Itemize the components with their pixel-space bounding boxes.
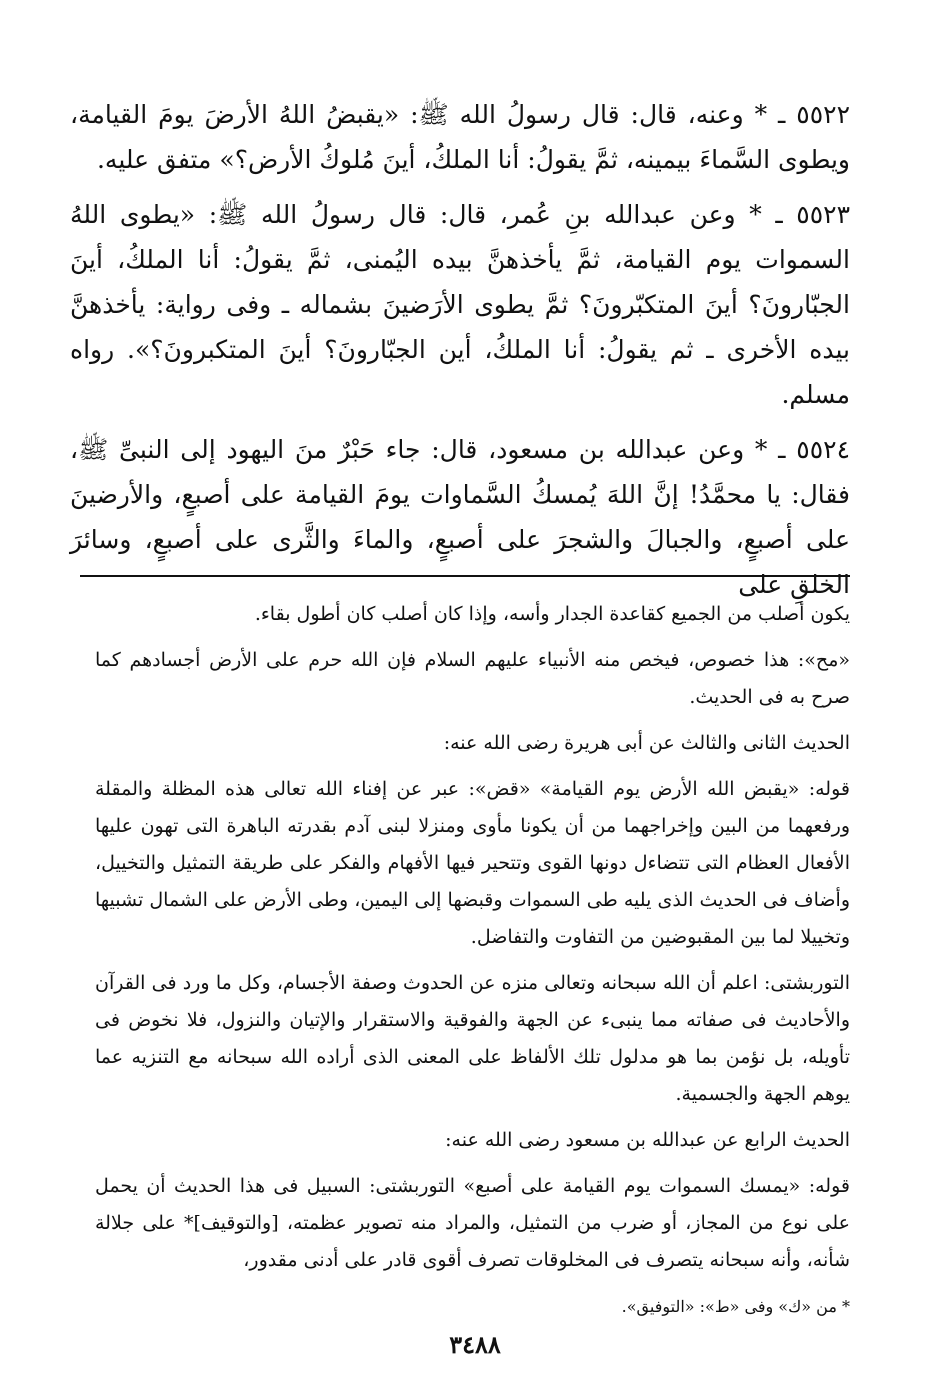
note-paragraph: يكون أصلب من الجميع كقاعدة الجدار وأسه، وإذا كان أصلب كان أطول بقاء.	[254, 603, 850, 625]
hadith-5524: ٥٥٢٤ ـ * وعن عبدالله بن مسعود، قال: جاء حَبْرٌ منَ اليهود إلى النبىِّ ﷺ، فقال: يا محمَّدُ! إنَّ اللهَ يُمسكُ السَّماوات يومَ القيامة على أصبعٍ، والأرضينَ على أصبعٍ، والجبالَ والشجرَ على أصبعٍ، والماءَ والثَّرى على أصبعٍ، وسائرَ الخلقِ على	[70, 435, 850, 599]
note-paragraph: قوله: «يقبض الله الأرض يوم القيامة» «قض»: عبر عن إفناء الله تعالى هذه المظلة والمقلة ورفعهما من البين وإخراجهما من أن يكونا مأوى ومنزلا لبنى آدم بقدرته الباهرة التى تهون عليها الأفعال العظام التى تتضاءل دونها القوى وتتحير فيها الأفهام والفكر على طريقة التمثيل والتخييل، وأضاف فى الحديث الذى يليه طى السموات وقبضها إلى اليمين، وطى الأرض على الشمال تشبيها وتخييلا لما بين المقبوضين من التفاوت والتفاضل.	[95, 778, 851, 948]
footnote: * من «ك» وفى «ط»: «التوفيق».	[621, 1297, 850, 1316]
note-paragraph: قوله: «يمسك السموات يوم القيامة على أصبع» التوربشتى: السبيل فى هذا الحديث أن يحمل على نوع من المجاز، أو ضرب من التمثيل، والمراد منه تصوير عظمته، [والتوقيف]* على جلالة شأنه، وأنه سبحانه يتصرف فى المخلوقات تصرف أقوى قادر على أدنى مقدور،	[95, 1175, 850, 1271]
note-paragraph: «مح»: هذا خصوص، فيخص منه الأنبياء عليهم السلام فإن الله حرم على الأرض أجسادهم كما صرح به فى الحديث.	[95, 649, 850, 708]
hadith-5523: ٥٥٢٣ ـ * وعن عبدالله بنِ عُمر، قال: قال رسولُ الله ﷺ: «يطوى اللهُ السموات يوم القيامة، ثمَّ يأخذهنَّ بيده اليُمنى، ثمَّ يقولُ: أنا الملكُ، أينَ الجبّارونَ؟ أينَ المتكبّرونَ؟ ثمَّ يطوى الأرَضينَ بشماله ـ وفى رواية: يأخذهنَّ بيده الأخرى ـ ثم يقولُ: أنا الملكُ، أين الجبّارونَ؟ أينَ المتكبرونَ؟». رواه مسلم.	[70, 200, 850, 409]
note-paragraph: التوربشتى: اعلم أن الله سبحانه وتعالى منزه عن الحدوث وصفة الأجسام، وكل ما ورد فى القرآن والأحاديث فى صفاته مما ينبىء عن الجهة والفوقية والاستقرار والإتيان والنزول، فلا نخوض فى تأويله، بل نؤمن بما هو مدلول تلك الألفاظ على المعنى الذى أراده الله سبحانه مع التنزيه عما يوهم الجهة والجسمية.	[95, 972, 850, 1105]
page-number: ٣٤٨٨	[449, 1330, 501, 1359]
note-heading: الحديث الثانى والثالث عن أبى هريرة رضى الله عنه:	[443, 732, 850, 754]
main-text	[70, 92, 850, 617]
separator-line	[80, 575, 850, 577]
commentary	[95, 596, 850, 1288]
hadith-5522: ٥٥٢٢ ـ * وعنه، قال: قال رسولُ الله ﷺ: «يقبضُ اللهُ الأرضَ يومَ القيامة، ويطوى السَّماءَ بيمينه، ثمَّ يقولُ: أنا الملكُ، أينَ مُلوكُ الأرض؟» متفق عليه.	[70, 100, 850, 174]
note-heading: الحديث الرابع عن عبدالله بن مسعود رضى الله عنه:	[445, 1129, 850, 1151]
